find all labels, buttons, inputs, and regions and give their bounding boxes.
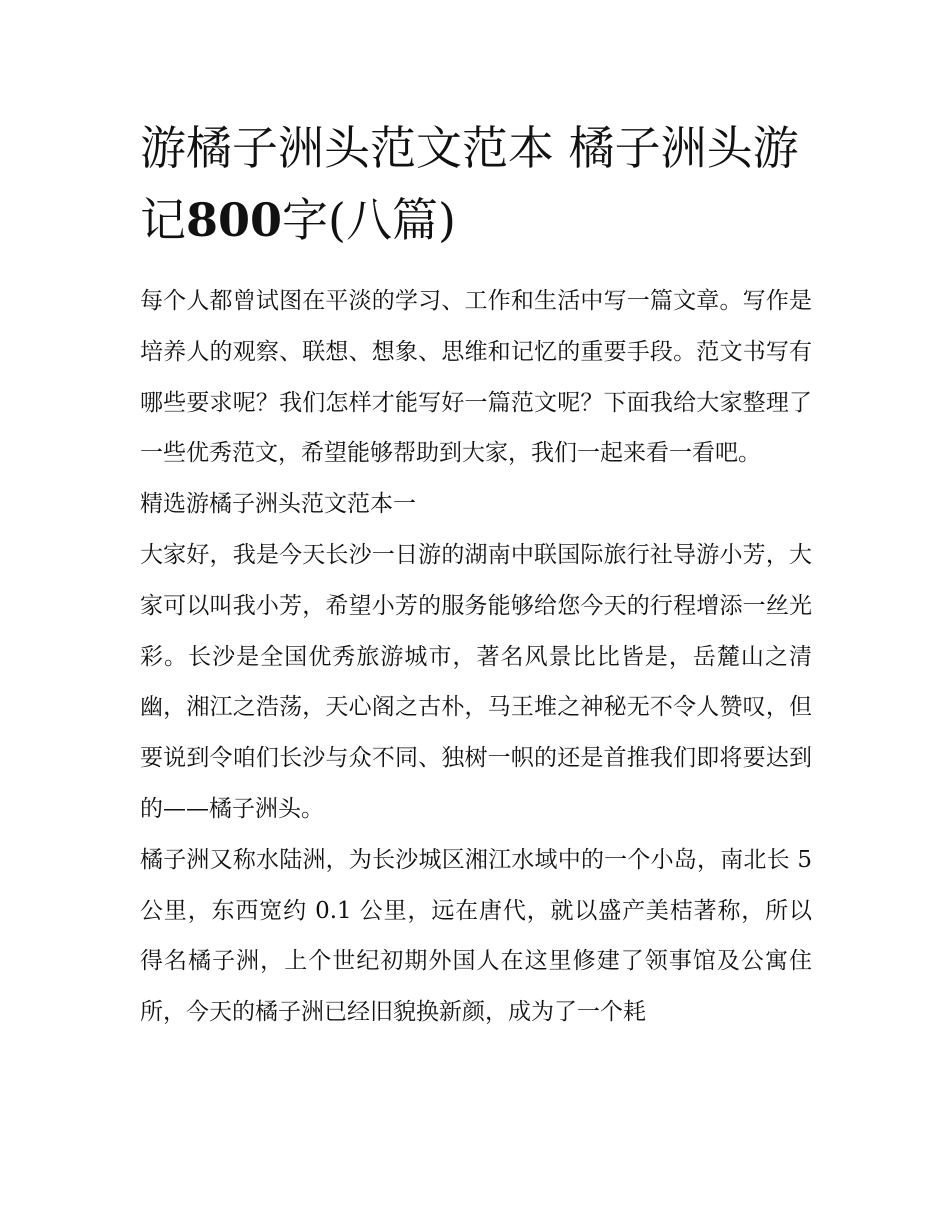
title-number: 800: [186, 193, 283, 247]
intro-paragraph: 每个人都曾试图在平淡的学习、工作和生活中写一篇文章。写作是培养人的观察、联想、想象、思维和记忆的重要手段。范文书写有哪些要求呢？我们怎样才能写好一篇范文呢？下面我给大家整理了一些优秀范文，希望能够帮助到大家，我们一起来看一看吧。: [140, 288, 812, 467]
body-paragraph-2: 橘子洲又称水陆洲，为长沙城区湘江水域中的一个小岛，南北长 5 公里，东西宽约 0.1 公里，远在唐代，就以盛产美桔著称，所以得名橘子洲，上个世纪初期外国人在这里修建了领事馆及公寓住所，今天的橘子洲已经旧貌换新颜，成为了一个耗: [140, 846, 812, 1026]
document-title: [140, 112, 812, 256]
title-text-part1: 游橘子洲头范文范本 橘子洲头游记: [140, 121, 799, 247]
document-content: [140, 112, 812, 1038]
title-text-part2: 字(八篇): [282, 193, 456, 247]
section-heading: 精选游橘子洲头范文范本一: [140, 491, 416, 518]
body-paragraph-1: 大家好，我是今天长沙一日游的湖南中联国际旅行社导游小芳，大家可以叫我小芳，希望小芳的服务能够给您今天的行程增添一丝光彩。长沙是全国优秀旅游城市，著名风景比比皆是，岳麓山之清幽，湘江之浩荡，天心阁之古朴，马王堆之神秘无不令人赞叹，但要说到令咱们长沙与众不同、独树一帜的还是首推我们即将要达到的——橘子洲头。: [140, 541, 812, 822]
